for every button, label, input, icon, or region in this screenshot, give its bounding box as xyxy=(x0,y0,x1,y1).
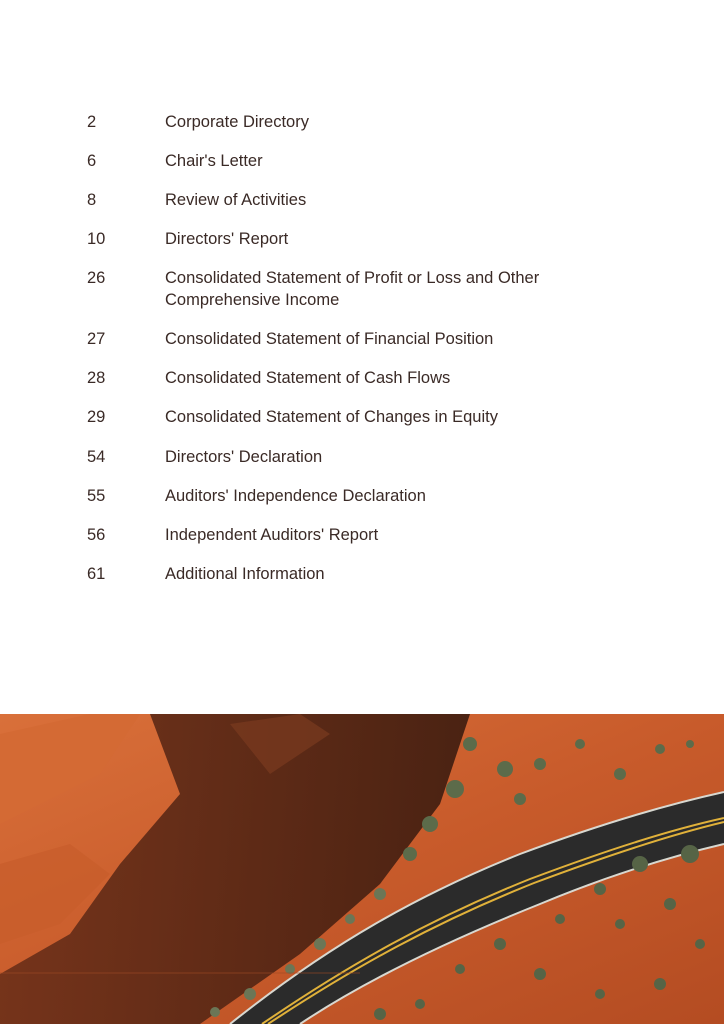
toc-page-number: 8 xyxy=(87,191,97,209)
toc-page-number: 29 xyxy=(87,408,106,426)
toc-page-number: 55 xyxy=(87,487,106,505)
toc-title: Corporate Directory xyxy=(165,113,309,131)
toc-title: Consolidated Statement of Financial Position xyxy=(165,330,494,348)
toc-title: Directors' Declaration xyxy=(165,448,323,466)
toc-page-number: 26 xyxy=(87,269,106,287)
toc-page-number: 10 xyxy=(87,230,106,248)
toc-page-number: 54 xyxy=(87,448,106,466)
toc-page-number: 6 xyxy=(87,152,97,170)
toc-title: Consolidated Statement of Cash Flows xyxy=(165,369,451,387)
toc-title: Independent Auditors' Report xyxy=(165,526,379,544)
toc-title: Consolidated Statement of Changes in Equity xyxy=(165,408,498,426)
toc-title: Review of Activities xyxy=(165,191,307,209)
toc-page-number: 2 xyxy=(87,113,97,131)
toc-title: Additional Information xyxy=(165,565,325,583)
toc-title: Directors' Report xyxy=(165,230,289,248)
toc-title: Consolidated Statement of Profit or Loss and Other Comprehensive Income xyxy=(165,269,540,309)
toc-page-number: 61 xyxy=(87,565,106,583)
aerial-road-photo xyxy=(0,714,724,1024)
toc-page-number: 28 xyxy=(87,369,106,387)
toc-page-number: 56 xyxy=(87,526,106,544)
toc-page-number: 27 xyxy=(87,330,106,348)
toc-title: Auditors' Independence Declaration xyxy=(165,487,426,505)
toc-title: Chair's Letter xyxy=(165,152,263,170)
